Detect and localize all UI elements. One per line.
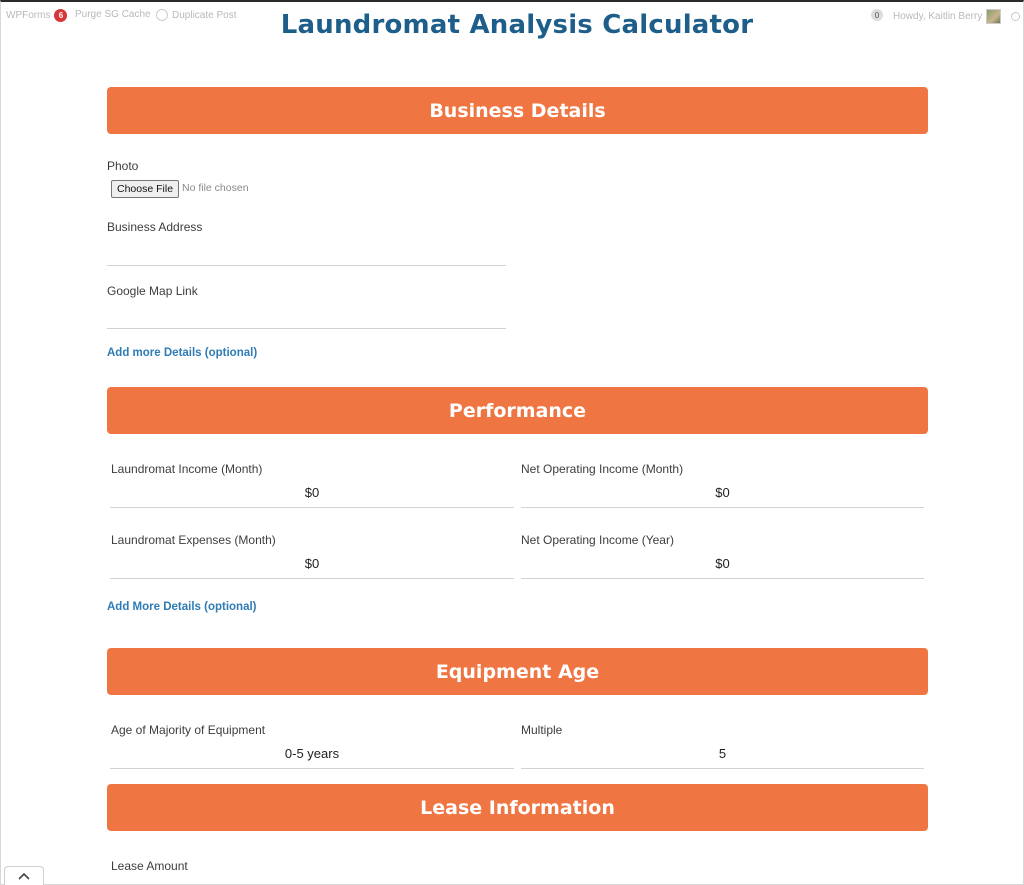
notifications-count-badge: 0	[871, 9, 883, 21]
section-header-equipment-age	[107, 648, 928, 695]
duplicate-post-label: Duplicate Post	[172, 9, 237, 21]
multiple-field[interactable]: 5	[718, 746, 727, 761]
multiple-underline	[521, 768, 924, 769]
chevron-up-icon	[18, 872, 30, 880]
google-map-link-underline	[107, 328, 506, 329]
google-map-link-field[interactable]	[107, 306, 506, 326]
noi-month-label: Net Operating Income (Month)	[521, 462, 684, 476]
performance-heading: Performance	[448, 399, 587, 422]
section-header-lease-information	[107, 784, 928, 831]
section-header-business-details	[107, 87, 928, 134]
laundromat-income-field[interactable]: $0	[304, 485, 320, 500]
equipment-age-label: Age of Majority of Equipment	[111, 723, 266, 737]
laundromat-income-label: Laundromat Income (Month)	[111, 462, 263, 476]
business-address-underline	[107, 265, 506, 266]
business-address-label: Business Address	[107, 220, 203, 234]
equipment-age-heading: Equipment Age	[435, 660, 600, 683]
wpforms-count-badge: 6	[54, 9, 67, 22]
purge-cache-label: Purge SG Cache	[75, 9, 151, 20]
equipment-age-underline	[110, 768, 514, 769]
business-address-field[interactable]	[107, 243, 506, 263]
noi-year-label: Net Operating Income (Year)	[521, 533, 674, 547]
noi-year-underline	[521, 578, 924, 579]
business-details-heading: Business Details	[429, 99, 606, 122]
laundromat-expenses-underline	[110, 578, 514, 579]
choose-file-button[interactable]: Choose File	[111, 180, 179, 198]
laundromat-income-underline	[110, 507, 514, 508]
page-title: Laundromat Analysis Calculator	[280, 10, 754, 40]
scroll-up-button[interactable]	[4, 866, 44, 885]
add-more-details-link[interactable]: Add more Details (optional)	[107, 347, 258, 359]
wpforms-label: WPForms	[6, 10, 51, 21]
lease-amount-label: Lease Amount	[111, 859, 188, 873]
google-map-link-label: Google Map Link	[107, 284, 198, 298]
lease-information-heading: Lease Information	[420, 796, 615, 819]
section-header-performance	[107, 387, 928, 434]
noi-year-field[interactable]: $0	[715, 556, 730, 571]
laundromat-expenses-field[interactable]: $0	[304, 556, 320, 571]
howdy-label: Howdy, Kaitlin Berry	[893, 11, 983, 22]
equipment-age-select[interactable]: 0-5 years	[284, 746, 340, 761]
add-more-details-performance-link[interactable]: Add More Details (optional)	[107, 601, 257, 613]
multiple-label: Multiple	[521, 723, 563, 737]
photo-label: Photo	[107, 159, 139, 173]
noi-month-field[interactable]: $0	[715, 485, 730, 500]
noi-month-underline	[521, 507, 924, 508]
file-status-text: No file chosen	[182, 182, 249, 194]
laundromat-expenses-label: Laundromat Expenses (Month)	[111, 533, 276, 547]
